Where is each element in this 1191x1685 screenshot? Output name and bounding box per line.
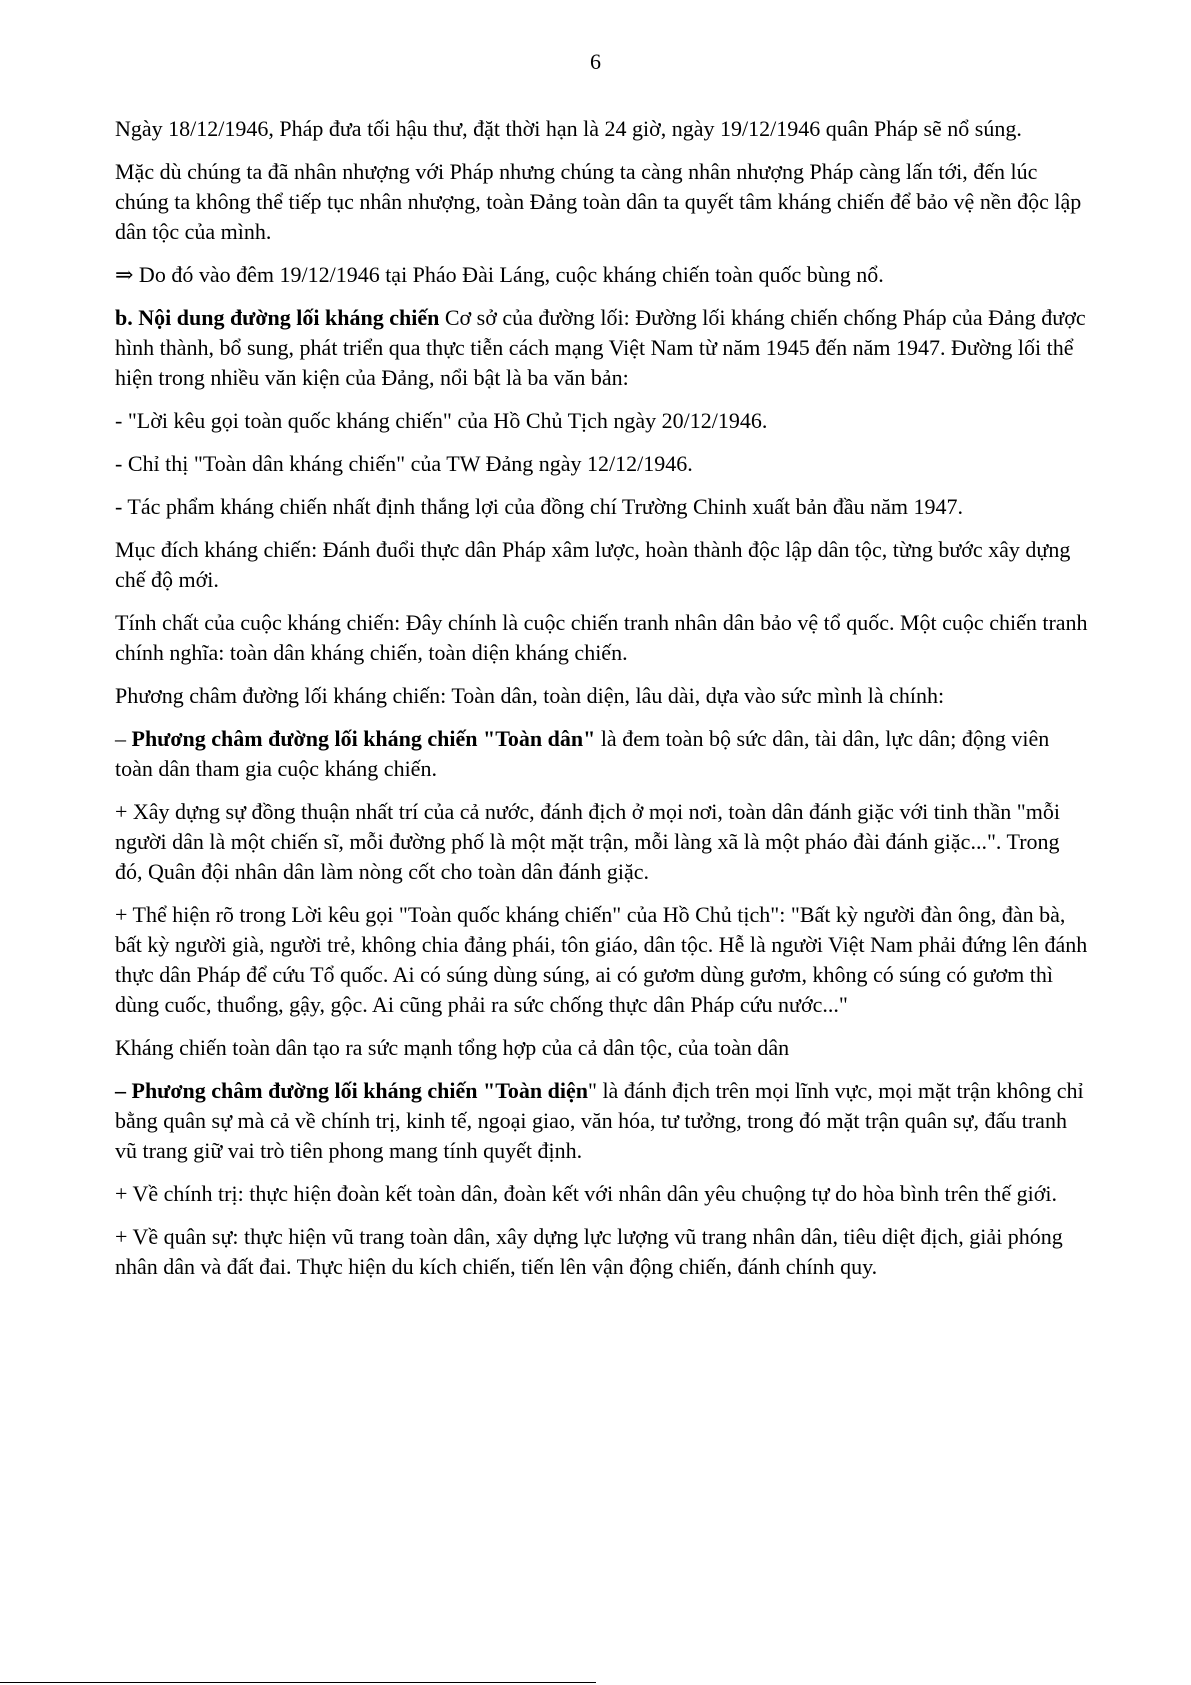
paragraph-text: - Chỉ thị "Toàn dân kháng chiến" của TW Đảng ngày 12/12/1946. <box>115 451 693 476</box>
bold-phrase: – Phương châm đường lối kháng chiến "Toàn diện <box>115 1078 588 1103</box>
paragraph <box>115 535 1090 595</box>
paragraph-text: - Tác phẩm kháng chiến nhất định thắng lợi của đồng chí Trường Chinh xuất bản đầu năm 1947. <box>115 494 964 519</box>
paragraph-text: + Thể hiện rõ trong Lời kêu gọi "Toàn quốc kháng chiến" của Hồ Chủ tịch": "Bất kỳ người đàn ông, đàn bà, bất kỳ người già, người trẻ, không chia đảng phái, tôn giáo, dân tộc. Hễ là người Việt Nam phải đứng lên đánh thực dân Pháp để cứu Tổ quốc. Ai có súng dùng súng, ai có gươm dùng gươm, không có súng có gươm thì dùng cuốc, thuổng, gậy, gộc. Ai cũng phải ra sức chống thực dân Pháp cứu nước..." <box>115 902 1088 1017</box>
paragraph-text: Cơ sở của đường lối: Đường lối kháng chiến chống Pháp của Đảng được hình thành, bổ sung, phát triển qua thực tiễn cách mạng Việt Nam từ năm 1945 đến năm 1947. Đường lối thể hiện trong nhiều văn kiện của Đảng, nổi bật là ba văn bản: <box>115 305 1086 390</box>
paragraph <box>115 797 1090 887</box>
paragraph <box>115 260 1090 290</box>
page-number: 6 <box>590 49 601 74</box>
paragraph-text: Phương châm đường lối kháng chiến: Toàn dân, toàn diện, lâu dài, dựa vào sức mình là chính: <box>115 683 945 708</box>
paragraph <box>115 1179 1090 1209</box>
paragraph-text: + Về quân sự: thực hiện vũ trang toàn dân, xây dựng lực lượng vũ trang nhân dân, tiêu diệt địch, giải phóng nhân dân và đất đai. Thực hiện du kích chiến, tiến lên vận động chiến, đánh chính quy. <box>115 1224 1063 1279</box>
paragraph-text: + Xây dựng sự đồng thuận nhất trí của cả nước, đánh địch ở mọi nơi, toàn dân đánh giặc với tinh thần "mỗi người dân là một chiến sĩ, mỗi đường phố là một mặt trận, mỗi làng xã là một pháo đài đánh giặc...". Trong đó, Quân đội nhân dân làm nòng cốt cho toàn dân đánh giặc. <box>115 799 1061 884</box>
paragraph <box>115 1222 1090 1282</box>
paragraph-text: Mục đích kháng chiến: Đánh đuổi thực dân Pháp xâm lược, hoàn thành độc lập dân tộc, từng bước xây dựng chế độ mới. <box>115 537 1071 592</box>
bold-phrase: Phương châm đường lối kháng chiến "Toàn dân" <box>131 726 596 751</box>
paragraph-text: " là đánh địch trên mọi lĩnh vực, mọi mặt trận không chỉ bằng quân sự mà cả về chính trị, kinh tế, ngoại giao, văn hóa, tư tưởng, trong đó mặt trận quân sự, đấu tranh vũ trang giữ vai trò tiên phong mang tính quyết định. <box>115 1078 1084 1163</box>
paragraph-text: Ngày 18/12/1946, Pháp đưa tối hậu thư, đặt thời hạn là 24 giờ, ngày 19/12/1946 quân Pháp sẽ nổ súng. <box>115 116 1022 141</box>
paragraph <box>115 900 1090 1020</box>
paragraph-text: Kháng chiến toàn dân tạo ra sức mạnh tổng hợp của cả dân tộc, của toàn dân <box>115 1035 790 1060</box>
paragraph-text: - "Lời kêu gọi toàn quốc kháng chiến" của Hồ Chủ Tịch ngày 20/12/1946. <box>115 408 768 433</box>
paragraph <box>115 1033 1090 1063</box>
paragraph <box>115 1076 1090 1166</box>
document-body <box>115 114 1090 1295</box>
paragraph-text: + Về chính trị: thực hiện đoàn kết toàn dân, đoàn kết với nhân dân yêu chuộng tự do hòa bình trên thế giới. <box>115 1181 1057 1206</box>
paragraph-text: Tính chất của cuộc kháng chiến: Đây chính là cuộc chiến tranh nhân dân bảo vệ tổ quốc. Một cuộc chiến tranh chính nghĩa: toàn dân kháng chiến, toàn diện kháng chiến. <box>115 610 1088 665</box>
footer-divider <box>0 1682 596 1683</box>
paragraph-text: ⇒ Do đó vào đêm 19/12/1946 tại Pháo Đài Láng, cuộc kháng chiến toàn quốc bùng nổ. <box>115 262 884 287</box>
paragraph-prefix: – <box>115 726 132 751</box>
paragraph <box>115 492 1090 522</box>
paragraph <box>115 114 1090 144</box>
paragraph-text: là đem toàn bộ sức dân, tài dân, lực dân; động viên toàn dân tham gia cuộc kháng chiến. <box>115 726 1050 781</box>
paragraph <box>115 157 1090 247</box>
paragraph <box>115 608 1090 668</box>
paragraph <box>115 406 1090 436</box>
paragraph <box>115 724 1090 784</box>
paragraph <box>115 449 1090 479</box>
paragraph <box>115 303 1090 393</box>
paragraph-text: Mặc dù chúng ta đã nhân nhượng với Pháp nhưng chúng ta càng nhân nhượng Pháp càng lấn tới, đến lúc chúng ta không thể tiếp tục nhân nhượng, toàn Đảng toàn dân ta quyết tâm kháng chiến để bảo vệ nền độc lập dân tộc của mình. <box>115 159 1082 244</box>
paragraph <box>115 681 1090 711</box>
section-heading: b. Nội dung đường lối kháng chiến <box>115 305 440 330</box>
